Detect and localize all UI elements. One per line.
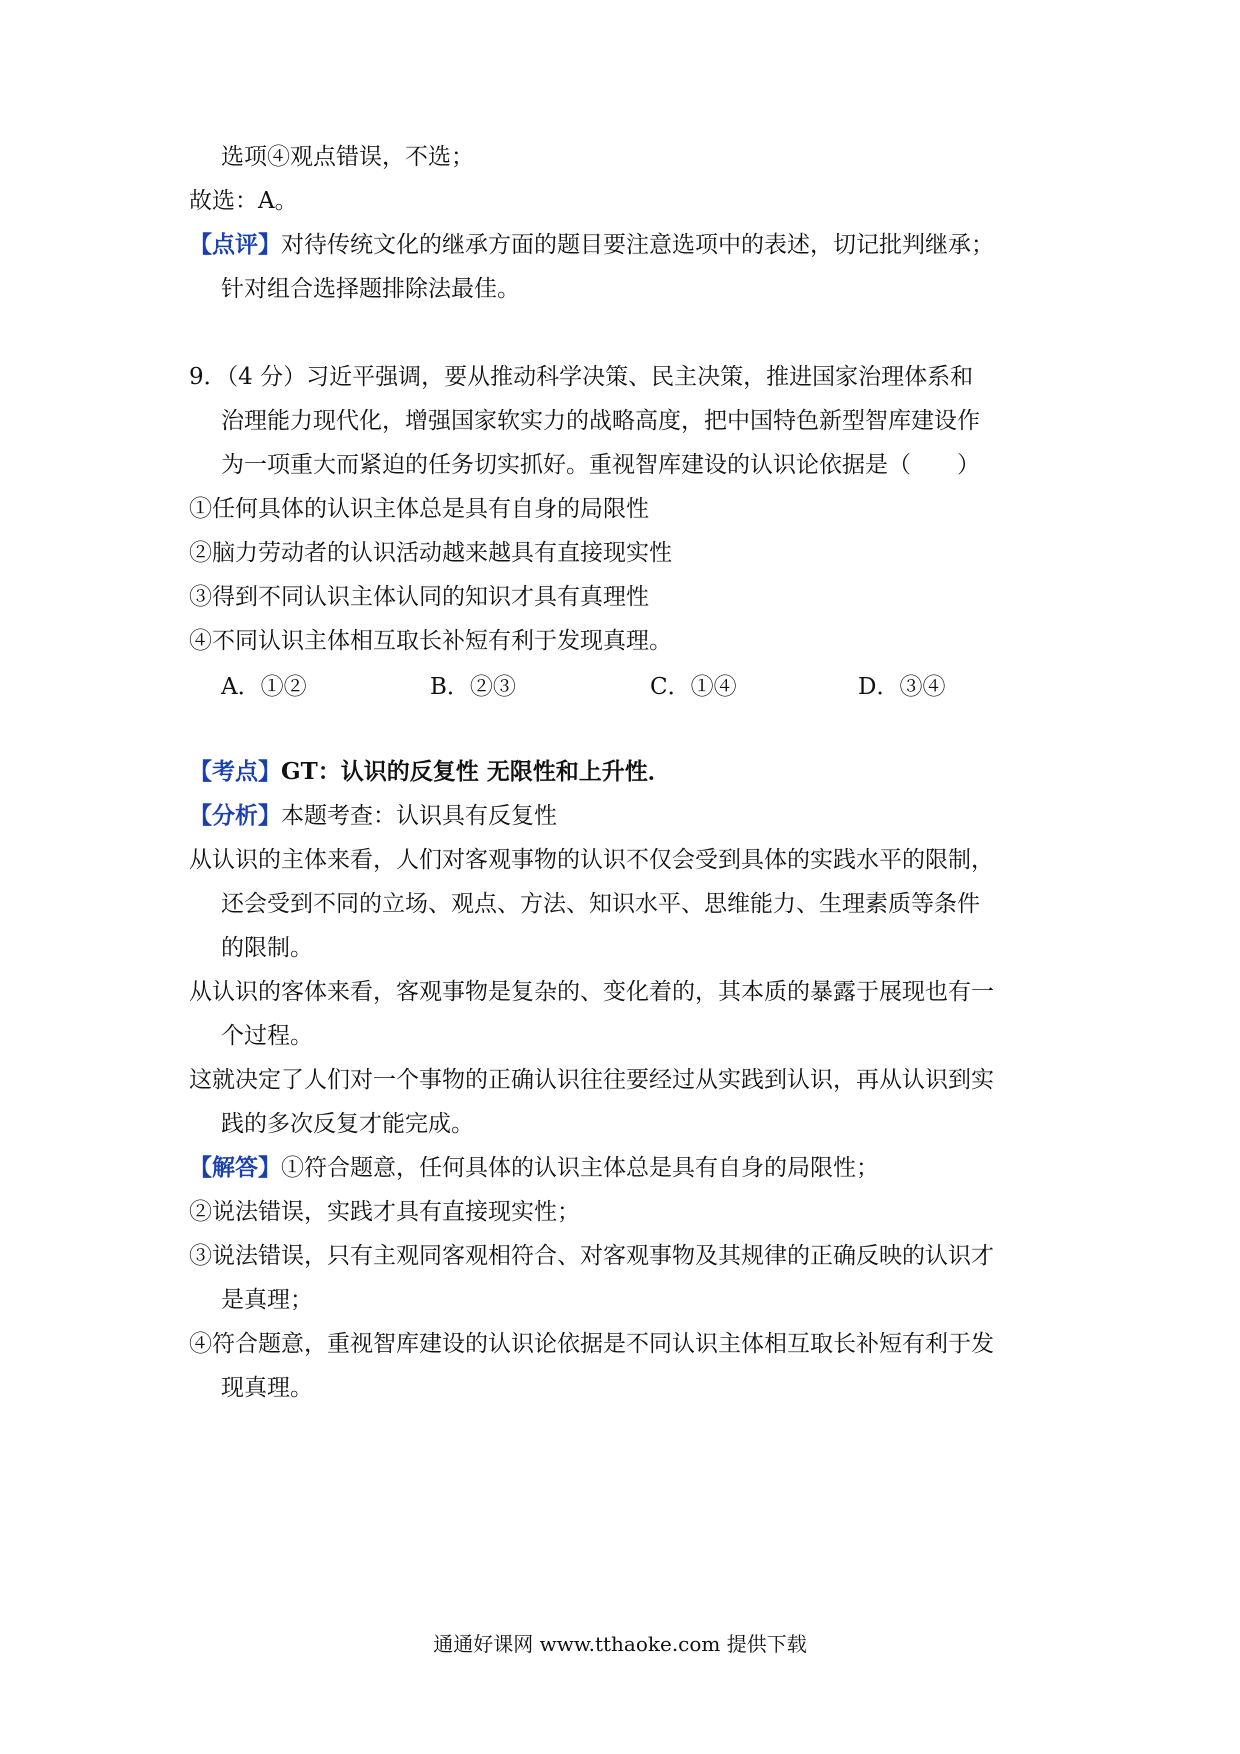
comment-tag: 【点评】	[189, 231, 281, 258]
option-c: C．①④	[650, 674, 737, 700]
fenxi-tag: 【分析】	[189, 802, 281, 829]
prev-comment-cont: 针对组合选择题排除法最佳。	[221, 276, 520, 302]
jieda-tag: 【解答】	[189, 1154, 281, 1181]
analysis-paragraph-cont: 还会受到不同的立场、观点、方法、知识水平、思维能力、生理素质等条件	[221, 891, 980, 917]
prev-answer: 故选：A。	[189, 188, 298, 214]
kaodian-text: GT：认识的反复性 无限性和上升性．	[281, 758, 671, 785]
jieda-item: ④符合题意，重视智库建设的认识论依据是不同认识主体相互取长补短有利于发	[189, 1331, 994, 1357]
analysis-paragraph: 从认识的客体来看，客观事物是复杂的、变化着的，其本质的暴露于展现也有一	[189, 979, 994, 1005]
jieda-item: ②说法错误，实践才具有直接现实性；	[189, 1199, 580, 1225]
option-d: D．③④	[858, 674, 946, 700]
question-stem-cont: 为一项重大而紧迫的任务切实抓好。重视智库建设的认识论依据是（ ）	[221, 452, 980, 478]
jieda-text: ①符合题意，任何具体的认识主体总是具有自身的局限性；	[281, 1155, 879, 1181]
page-footer: 通通好课网 www.tthaoke.com 提供下载	[433, 1632, 807, 1656]
jieda-item: ③说法错误，只有主观同客观相符合、对客观事物及其规律的正确反映的认识才	[189, 1243, 994, 1269]
analysis-paragraph-cont: 践的多次反复才能完成。	[221, 1111, 474, 1137]
analysis-paragraph-cont: 个过程。	[221, 1023, 313, 1049]
jieda-item-cont: 现真理。	[221, 1375, 313, 1401]
comment-text: 对待传统文化的继承方面的题目要注意选项中的表述，切记批判继承；	[281, 232, 994, 258]
question-stem: 9．（4 分）习近平强调，要从推动科学决策、民主决策，推进国家治理体系和	[189, 364, 974, 390]
option-b: B．②③	[430, 674, 516, 700]
question-item: ①任何具体的认识主体总是具有自身的局限性	[189, 496, 649, 522]
jieda-item-cont: 是真理；	[221, 1287, 313, 1313]
analysis-paragraph: 从认识的主体来看，人们对客观事物的认识不仅会受到具体的实践水平的限制，	[189, 847, 994, 873]
kaodian-tag: 【考点】	[189, 758, 281, 785]
prev-option-4-note: 选项④观点错误，不选；	[221, 144, 474, 170]
analysis-paragraph: 这就决定了人们对一个事物的正确认识往往要经过从实践到认识，再从认识到实	[189, 1067, 994, 1093]
question-item: ④不同认识主体相互取长补短有利于发现真理。	[189, 628, 672, 654]
kaodian	[189, 756, 671, 788]
question-item: ③得到不同认识主体认同的知识才具有真理性	[189, 584, 649, 610]
question-stem-cont: 治理能力现代化，增强国家软实力的战略高度，把中国特色新型智库建设作	[221, 408, 980, 434]
prev-comment	[189, 229, 994, 261]
option-a: A．①②	[221, 674, 307, 700]
fenxi	[189, 800, 557, 832]
question-item: ②脑力劳动者的认识活动越来越具有直接现实性	[189, 540, 672, 566]
fenxi-text: 本题考查：认识具有反复性	[281, 803, 557, 829]
analysis-paragraph-cont: 的限制。	[221, 935, 313, 961]
jieda	[189, 1152, 879, 1184]
